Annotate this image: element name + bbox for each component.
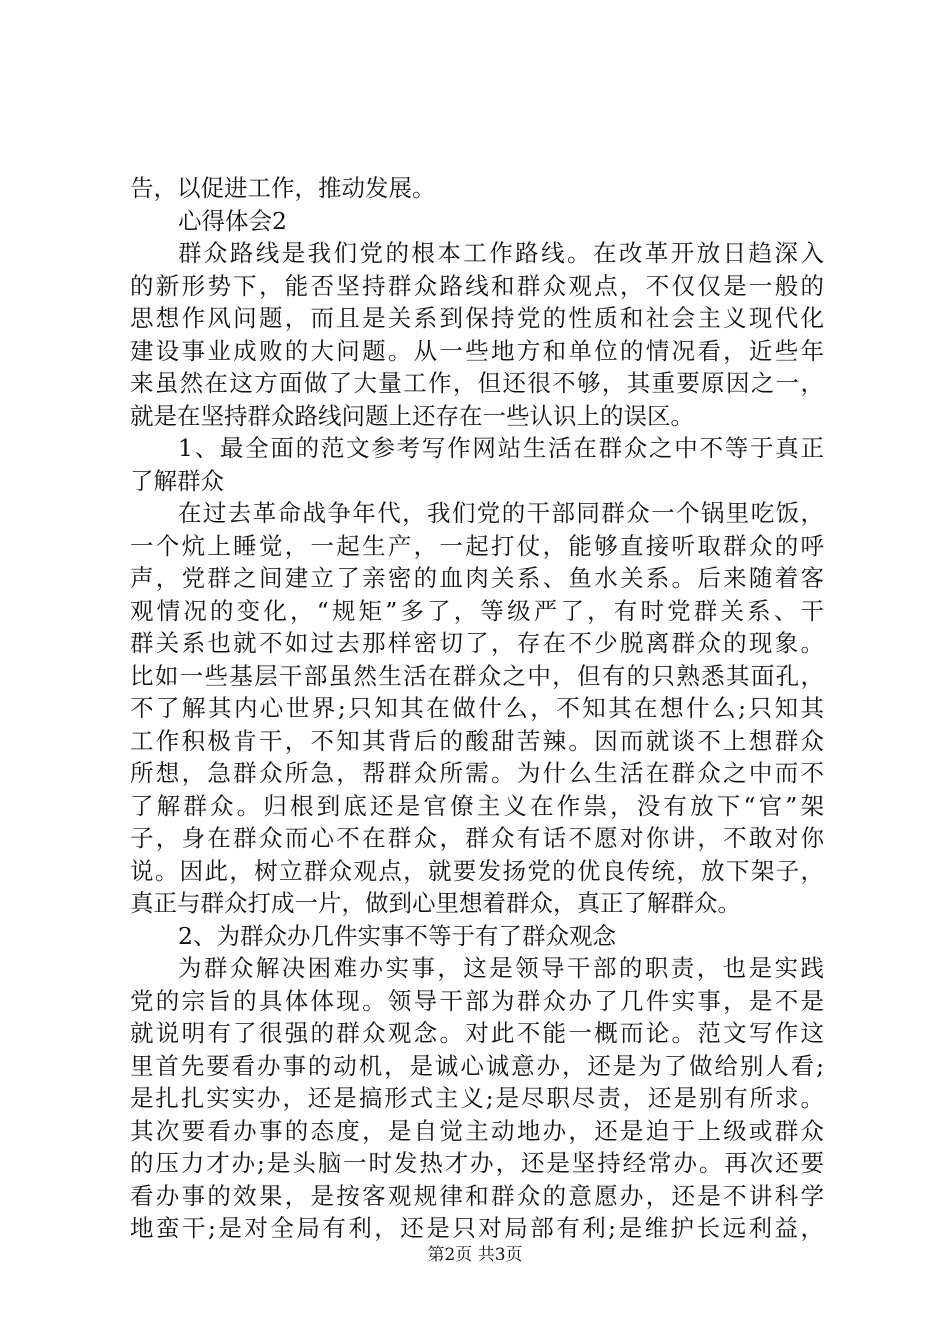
text-line: 1、最全面的范文参考写作网站生活在群众之中不等于真正 bbox=[178, 434, 824, 462]
text-line: 子，身在群众而心不在群众，群众有话不愿对你讲，不敢对你 bbox=[130, 824, 824, 852]
text-line: 告，以促进工作，推动发展。 bbox=[130, 174, 436, 202]
text-line: 一个炕上睡觉，一起生产，一起打仗，能够直接听取群众的呼 bbox=[130, 531, 824, 560]
text-line: 里首先要看办事的动机，是诚心诚意办，还是为了做给别人看; bbox=[130, 1051, 824, 1080]
page-footer: 第2页 共3页 bbox=[427, 1245, 523, 1265]
text-line: 其次要看办事的态度，是自觉主动地办，还是迫于上级或群众 bbox=[130, 1116, 824, 1145]
text-line: 在过去革命战争年代，我们党的干部同群众一个锅里吃饭， bbox=[178, 499, 824, 527]
text-line: 比如一些基层干部虽然生活在群众之中，但有的只熟悉其面孔， bbox=[130, 661, 824, 690]
text-line: 看办事的效果，是按客观规律和群众的意愿办，还是不讲科学 bbox=[130, 1181, 824, 1210]
text-line: 真正与群众打成一片，做到心里想着群众，真正了解群众。 bbox=[130, 889, 741, 917]
text-line: 2、为群众办几件实事不等于有了群众观念 bbox=[178, 921, 616, 950]
document-body bbox=[130, 172, 824, 1245]
text-line: 所想，急群众所急，帮群众所需。为什么生活在群众之中而不 bbox=[130, 759, 824, 787]
text-line: 就是在坚持群众路线问题上还存在一些认识上的误区。 bbox=[130, 401, 694, 430]
text-line: 群众路线是我们党的根本工作路线。在改革开放日趋深入 bbox=[178, 239, 824, 267]
text-line: 声，党群之间建立了亲密的血肉关系、鱼水关系。后来随着客 bbox=[130, 564, 824, 592]
text-line: 的新形势下，能否坚持群众路线和群众观点，不仅仅是一般的 bbox=[130, 271, 824, 300]
text-line: 不了解其内心世界;只知其在做什么，不知其在想什么;只知其 bbox=[130, 694, 824, 722]
text-line: 党的宗旨的具体体现。领导干部为群众办了几件实事，是不是 bbox=[130, 986, 824, 1015]
text-line: 为群众解决困难办实事，这是领导干部的职责，也是实践 bbox=[178, 954, 824, 982]
text-line: 地蛮干;是对全局有利，还是只对局部有利;是维护长远利益， bbox=[130, 1214, 824, 1242]
text-line: 群关系也就不如过去那样密切了，存在不少脱离群众的现象。 bbox=[130, 629, 824, 657]
text-line: 建设事业成败的大问题。从一些地方和单位的情况看，近些年 bbox=[130, 336, 824, 365]
text-line: 来虽然在这方面做了大量工作，但还很不够，其重要原因之一， bbox=[130, 369, 824, 397]
text-line: 工作积极肯干，不知其背后的酸甜苦辣。因而就谈不上想群众 bbox=[130, 726, 824, 755]
text-line: 观情况的变化，“规矩”多了，等级严了，有时党群关系、干 bbox=[130, 596, 824, 625]
text-line: 思想作风问题，而且是关系到保持党的性质和社会主义现代化 bbox=[130, 304, 824, 332]
text-line: 说。因此，树立群众观点，就要发扬党的优良传统，放下架子， bbox=[130, 856, 824, 885]
text-line: 了解群众。归根到底还是官僚主义在作祟，没有放下“官”架 bbox=[130, 791, 824, 820]
text-line: 就说明有了很强的群众观念。对此不能一概而论。范文写作这 bbox=[130, 1019, 824, 1047]
text-line: 的压力才办;是头脑一时发热才办，还是坚持经常办。再次还要 bbox=[130, 1149, 824, 1177]
text-line: 了解群众 bbox=[130, 466, 224, 495]
text-line: 是扎扎实实办，还是搞形式主义;是尽职尽责，还是别有所求。 bbox=[130, 1084, 824, 1112]
text-line: 心得体会2 bbox=[178, 206, 287, 235]
